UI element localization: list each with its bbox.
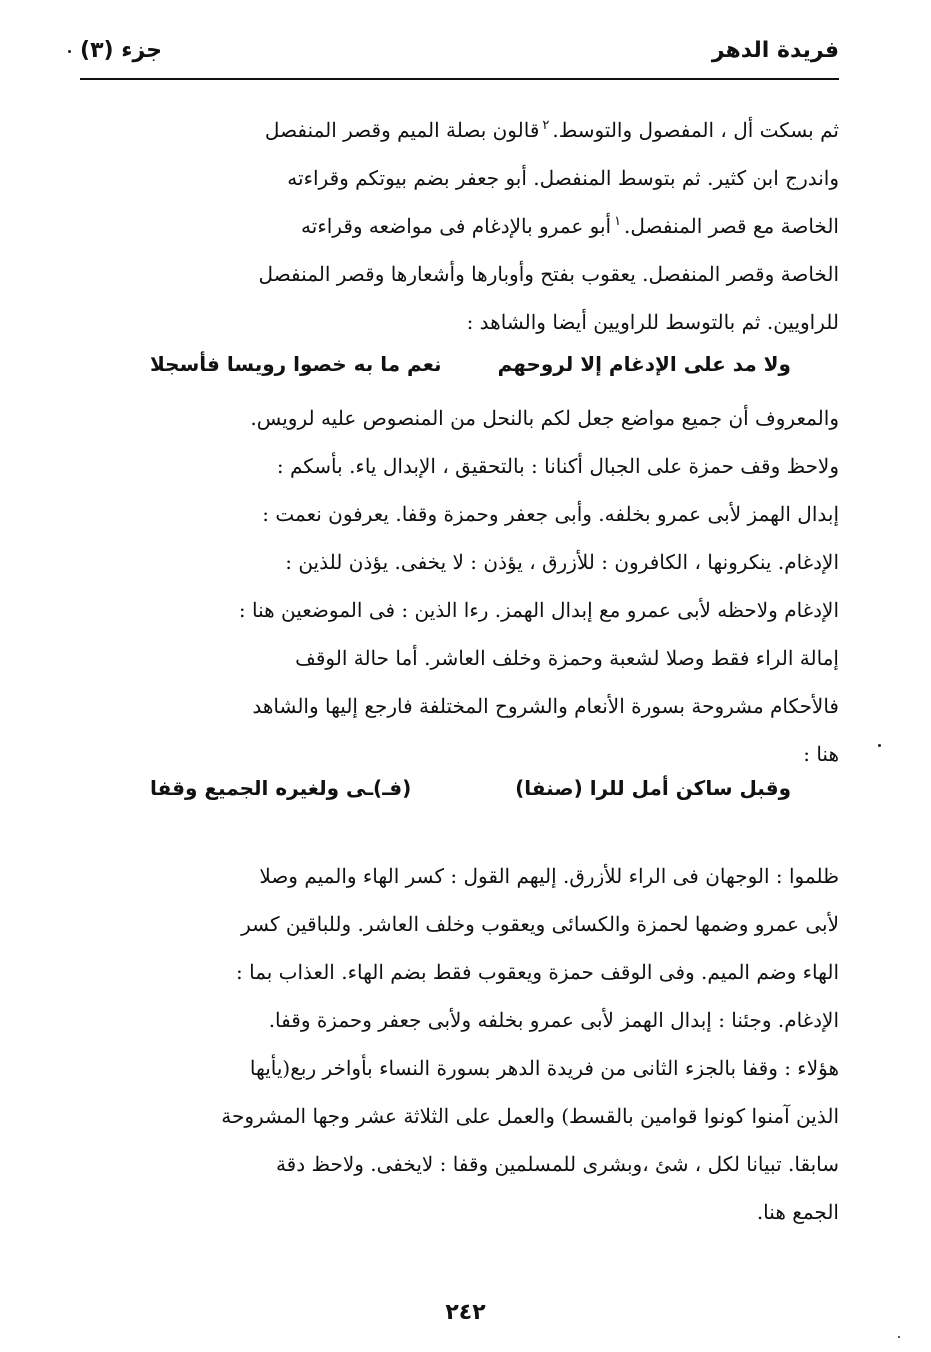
text-line: ظلموا : الوجهان فى الراء للأزرق. إليهم القول : كسر الهاء والميم وصلا xyxy=(259,864,839,888)
verse-hemistich-right: وقبل ساكن أمل للرا (صنفا) xyxy=(515,776,791,800)
text-line: لأبى عمرو وضمها لحمزة والكسائى ويعقوب وخلف العاشر. وللباقين كسر xyxy=(241,912,839,936)
text-line: إبدال الهمز لأبى عمرو بخلفه. وأبى جعفر وحمزة وقفا. يعرفون نعمت : xyxy=(262,502,839,526)
footnote-marker: ٢ xyxy=(542,118,550,134)
text-line: الإدغام ولاحظه لأبى عمرو مع إبدال الهمز. رءا الذين : فى الموضعين هنا : xyxy=(238,598,839,622)
text-line: الخاصة وقصر المنفصل. يعقوب بفتح وأوبارها وأشعارها وقصر المنفصل xyxy=(258,262,839,286)
text-line: والمعروف أن جميع مواضع جعل لكم بالنحل من المنصوص عليه لرويس. xyxy=(250,406,839,430)
book-title: فريدة الدهر xyxy=(711,38,839,63)
paragraph-block-3 xyxy=(92,852,839,1236)
page-number: ٢٤٢ xyxy=(445,1300,486,1325)
text-line: الإدغام. ينكرونها ، الكافرون : للأزرق ، يؤذن : لا يخفى. يؤذن للذين : xyxy=(285,550,839,574)
scan-speck xyxy=(898,1336,900,1338)
text-line: واندرج ابن كثير. ثم بتوسط المنفصل. أبو جعفر بضم بيوتكم وقراءته xyxy=(287,166,839,190)
text-line: الخاصة مع قصر المنفصل.$^١$أبو عمرو بالإدغام فى مواضعه وقراءته xyxy=(301,214,839,238)
text-line: سابقا. تبيانا لكل ، شئ ،وبشرى للمسلمين وقفا : لايخفى. ولاحظ دقة xyxy=(275,1152,839,1176)
text-line: الجمع هنا. xyxy=(756,1200,839,1224)
text-line: هنا : xyxy=(803,742,839,766)
scan-speck xyxy=(68,50,71,53)
paragraph-block-2 xyxy=(92,394,839,778)
text-line: ثم بسكت أل ، المفصول والتوسط.$^٢$قالون بصلة الميم وقصر المنفصل xyxy=(264,118,839,142)
text-line: للراويين. ثم بالتوسط للراويين أيضا والشاهد : xyxy=(466,310,839,334)
verse-1 xyxy=(150,346,791,390)
paragraph-block-1 xyxy=(92,106,839,346)
verse-2 xyxy=(150,770,791,814)
footnote-marker: ١ xyxy=(614,214,622,230)
verse-hemistich-left: نعم ما به خصوا رويسا فأسجلا xyxy=(150,352,442,376)
text-line: إمالة الراء فقط وصلا لشعبة وحمزة وخلف العاشر. أما حالة الوقف xyxy=(295,646,839,670)
verse-hemistich-right: ولا مد على الإدغام إلا لروحهم xyxy=(497,352,791,376)
scan-speck xyxy=(878,744,881,747)
text-line: هؤلاء : وقفا بالجزء الثانى من فريدة الدهر بسورة النساء بأواخر ربع(يأيها xyxy=(249,1056,839,1080)
text-line: الهاء وضم الميم. وفى الوقف حمزة ويعقوب فقط بضم الهاء. العذاب بما : xyxy=(236,960,839,984)
text-line: ولاحظ وقف حمزة على الجبال أكنانا : بالتحقيق ، الإبدال ياء. بأسكم : xyxy=(276,454,839,478)
text-line: فالأحكام مشروحة بسورة الأنعام والشروح المختلفة فارجع إليها والشاهد xyxy=(252,694,839,718)
page-header xyxy=(80,34,839,74)
part-number: جزء (٣) xyxy=(80,38,163,63)
text-line: الذين آمنوا كونوا قوامين بالقسط) والعمل على الثلاثة عشر وجها المشروحة xyxy=(221,1104,839,1128)
text-line: الإدغام. وجئنا : إبدال الهمز لأبى عمرو بخلفه ولأبى جعفر وحمزة وقفا. xyxy=(268,1008,839,1032)
verse-hemistich-left: (فـ)ـى ولغيره الجميع وقفا xyxy=(150,776,412,800)
header-rule xyxy=(80,78,839,80)
